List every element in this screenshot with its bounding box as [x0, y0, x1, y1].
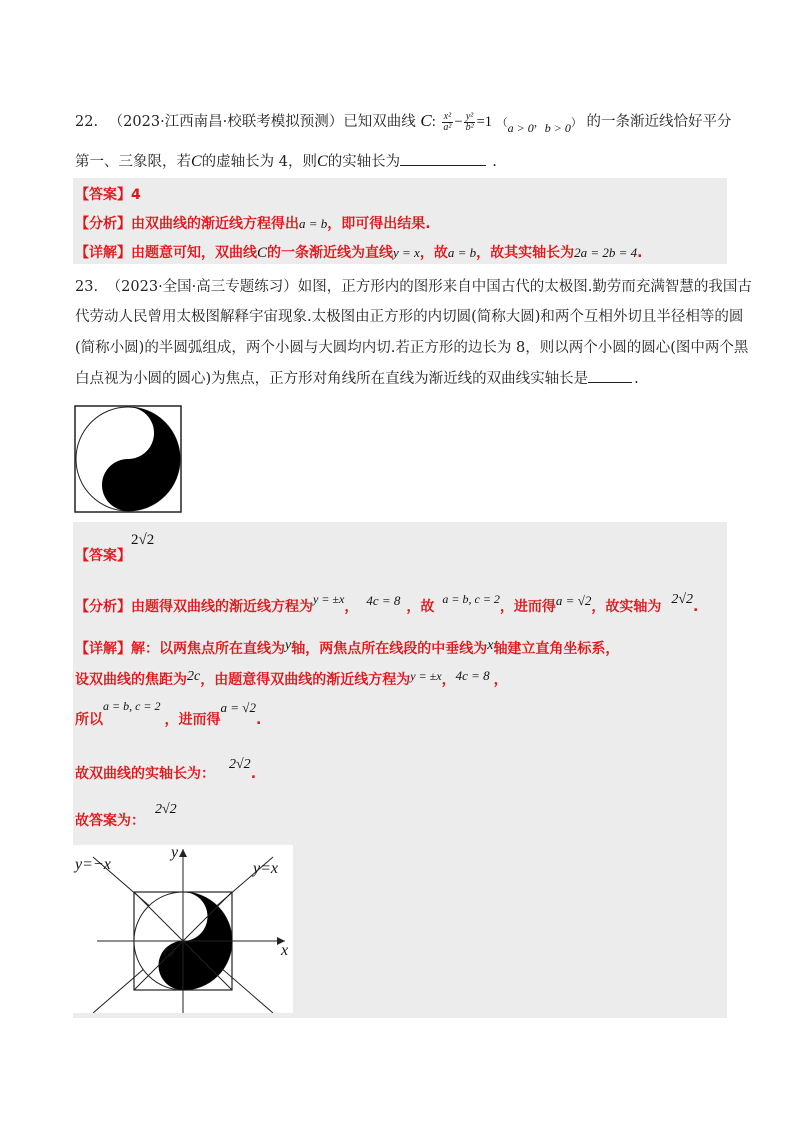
q22-detail-eq1: y = x [393, 245, 420, 260]
q22-answer [75, 184, 141, 204]
q23-detail-l4-a: 故双曲线的实轴长为： [75, 766, 215, 782]
q22-analysis-b: ，即可得出结果. [327, 216, 431, 232]
q23-analysis-end: . [693, 599, 699, 615]
q23-analysis-m2: 4c = 8 [366, 593, 401, 608]
q22-cond-a: a > 0 [507, 121, 534, 135]
label-origin: O [163, 944, 175, 961]
q22-cond-close: ） [570, 116, 582, 129]
q23-answer-blank[interactable] [588, 368, 632, 383]
q22-b2: b² [465, 121, 474, 133]
q23-detail-l1-a: 解：以两焦点所在直线为 [131, 641, 285, 657]
asymptote-figure [73, 845, 293, 1013]
q23-detail-l3-b: ，进而得 [164, 712, 221, 728]
q22-frac-x [441, 112, 453, 133]
taiji-figure [74, 405, 182, 513]
q23-answer [75, 545, 131, 565]
q23-analysis-m1: y = ±x [313, 592, 345, 606]
q23-detail-l2-a: 设双曲线的焦距为 [75, 672, 187, 688]
q22-curve-3: C [317, 153, 328, 170]
q22-detail-d: ，故其实轴长为 [476, 245, 575, 261]
q22-cond-open: （ [496, 116, 508, 129]
q23-detail-l4-m: 2√2 [229, 757, 251, 772]
q23-detail-l1-x: x [487, 638, 494, 653]
q23-detail-l3-a: 所以 [75, 712, 103, 728]
taiji-white-dot [123, 428, 133, 438]
q22-detail-eq3: 2a = 2b = 4 [574, 245, 638, 260]
q22-answer-value: 4 [131, 187, 141, 203]
q22-detail-eq2: a = b [447, 245, 477, 260]
q22-detail-end: . [637, 245, 643, 261]
q23-detail-l2-sep: ， [441, 672, 456, 688]
q22-answer-label: 【答案】 [75, 187, 131, 203]
q23-text-4: 白点视为小圆的圆心)为焦点，正方形对角线所在直线为渐近线的双曲线实轴长是 [75, 371, 589, 387]
q23-answer-value: 2√2 [131, 532, 155, 548]
q23-analysis-b: ，故 [406, 599, 435, 615]
q22-line1: 22. （2023·江西南昌·校联考模拟预测）已知双曲线 C: $\frac{\text{x²}}{\text{a²}}$ − $\frac{\text{y²}}{\text{b²}}$ =1 （$_{a > 0}$，$_{b > 0}$） 的一条渐近线恰好平分 [75, 110, 732, 135]
q23-detail-l2-end: ， [493, 672, 508, 688]
label-y-pos-x: y=x [253, 860, 278, 877]
q22-detail [75, 242, 642, 262]
q23-detail-l1-y: y [285, 638, 292, 653]
label-x-axis: x [281, 942, 289, 959]
q22-eq: =1 [476, 114, 493, 130]
q23-detail-l2-m2: y = ±x [410, 669, 442, 683]
q22-answer-blank[interactable] [400, 151, 486, 166]
q22-cond-sep: ， [533, 116, 545, 129]
q22-detail-b: 的一条渐近线为直线 [267, 245, 394, 261]
q22-detail-a: 由题意可知，双曲线 [131, 245, 257, 261]
q22-frac-y [464, 112, 476, 133]
q23-analysis-c: ，进而得 [499, 599, 556, 615]
q23-analysis-sep: ， [344, 599, 359, 615]
q23-line1 [75, 275, 752, 296]
q23-detail-l5-a: 故答案为： [75, 813, 145, 829]
q23-number: 23. [75, 279, 99, 295]
q23-analysis [75, 592, 699, 616]
q23-line2 [75, 305, 743, 326]
q22-a2: a² [443, 121, 452, 133]
q23-analysis-m4: a = √2 [555, 593, 592, 608]
q23-text-3: (简称小圆)的半圆弧组成，两个小圆与大圆均内切.若正方形的边长为 8，则以两个小圆的圆心(图中两个黑 [75, 340, 749, 356]
q22-analysis-a: 由双曲线的渐近线方程得出 [131, 216, 299, 232]
q23-detail-label: 【详解】 [75, 641, 131, 657]
label-y-neg-x: y=−x [75, 856, 111, 873]
q22-detail-label: 【详解】 [75, 245, 131, 261]
q23-detail-l2-m1: 2c [187, 669, 201, 684]
q23-detail-l4-end: . [250, 766, 257, 782]
q22-number: 22. [75, 114, 99, 130]
q22-source: （2023·江西南昌·校联考模拟预测）已知双曲线 [108, 114, 416, 130]
q23-analysis-label: 【分析】 [75, 599, 131, 615]
q23-detail-line2 [75, 669, 508, 689]
q22-analysis-label: 【分析】 [75, 216, 131, 232]
q23-detail-line1 [75, 638, 619, 658]
q23-detail-l5-m: 2√2 [155, 802, 177, 817]
q22-cond-b: b > 0 [544, 121, 571, 135]
q23-answer-label: 【答案】 [75, 548, 131, 564]
q22-curve: C [420, 111, 432, 130]
q23-detail-l2-m3: 4c = 8 [455, 668, 490, 683]
q23-detail-line4 [75, 757, 257, 783]
q22-analysis [75, 213, 431, 233]
q23-line3 [75, 336, 748, 357]
q22-x2: x² [443, 110, 452, 122]
q23-detail-l3-end: . [255, 712, 262, 728]
q22-line2 [75, 150, 497, 171]
q23-detail-l2-b: ，由题意得双曲线的渐近线方程为 [200, 672, 411, 688]
q23-detail-l1-c: 轴建立直角坐标系， [493, 641, 620, 657]
q23-detail-l3-m1: a = b, c = 2 [103, 699, 161, 713]
taiji-black-dot [123, 480, 133, 490]
q23-analysis-m3: a = b, c = 2 [442, 592, 500, 606]
q23-text-1: （2023·全国·高三专题练习）如图，正方形内的图形来自中国古代的太极图.勤劳而充满智慧的我国古 [106, 279, 752, 295]
q22-period: . [492, 154, 497, 170]
q22-line1-tail: 的一条渐近线恰好平分 [586, 114, 732, 130]
label-y-axis: y [171, 845, 179, 861]
q23-analysis-d: ，故实轴为 [591, 599, 662, 615]
q22-analysis-eq: a = b [299, 216, 328, 231]
q22-line2-c: 的实轴长为 [327, 154, 401, 170]
q22-y2: y² [465, 110, 474, 122]
q23-line4 [75, 367, 639, 388]
q22-curve-2: C [191, 153, 202, 170]
q23-detail-line5 [75, 802, 177, 830]
q23-analysis-m5: 2√2 [671, 592, 694, 607]
q22-detail-curve: C [257, 245, 268, 261]
q23-analysis-a: 由题得双曲线的渐近线方程为 [131, 599, 313, 615]
q22-line2-b: 的虚轴长为 4，则 [201, 154, 318, 170]
q23-text-2: 代劳动人民曾用太极图解释宇宙现象.太极图由正方形的内切圆(简称大圆)和两个互相外切且半径相等的圆 [75, 309, 744, 325]
q23-detail-l1-b: 轴，两焦点所在线段的中垂线为 [291, 641, 488, 657]
q23-detail-line3 [75, 699, 262, 729]
q23-period: . [634, 371, 639, 387]
q22-colon: : [431, 114, 436, 130]
q23-detail-l3-m2: a = √2 [220, 700, 256, 715]
q22-line2-a: 第一、三象限，若 [75, 154, 191, 170]
q22-detail-c: ，故 [419, 245, 448, 261]
